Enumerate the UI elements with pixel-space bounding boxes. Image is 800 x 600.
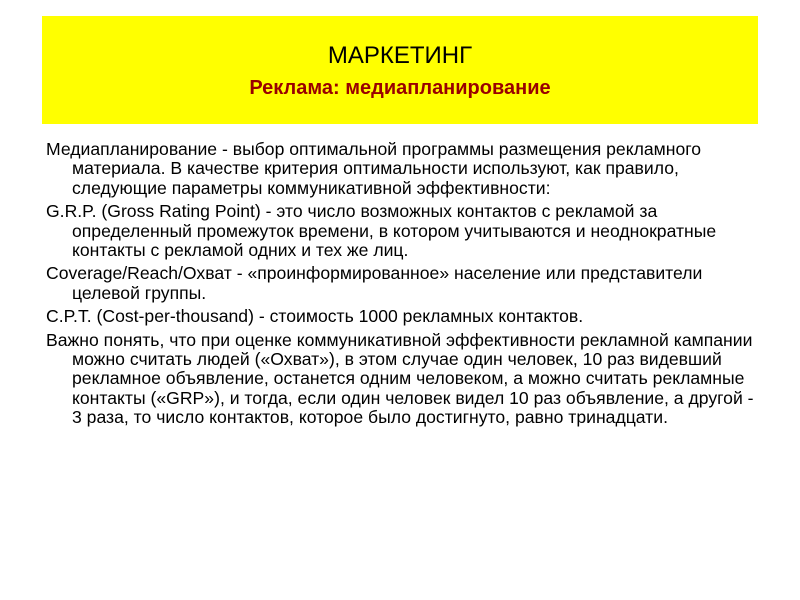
header-banner [42,16,758,124]
paragraph-explanation: Важно понять, что при оценке коммуникативной эффективности рекламной кампании можно считать людей («Охват»), в этом случае один человек, 10 раз видевший рекламное объявление, останется одним человеком, а можно считать рекламные контакты («GRP»), и тогда, если один человек видел 10 раз объявление, а другой - 3 раза, то число контактов, которое было достигнуто, равно тринадцати. [46,329,754,428]
slide-subtitle: Реклама: медиапланирование [249,77,551,99]
slide-body [46,140,758,432]
paragraph-coverage: Coverage/Reach/Охват - «проинформированное» население или представители целевой группы. [46,263,703,303]
paragraph-definition: Медиапланирование - выбор оптимальной программы размещения рекламного материала. В качестве критерия оптимальности используют, как правило, следующие параметры коммуникативной эффективности: [46,139,702,198]
paragraph-grp: G.R.P. (Gross Rating Point) - это число возможных контактов с рекламой за определенный промежуток времени, в котором учитываются и неоднократные контакты с рекламой одних и тех же лиц. [46,201,717,261]
slide-title: МАРКЕТИНГ [327,42,473,69]
paragraph-cpt: C.P.T. (Cost-per-thousand) - стоимость 1000 рекламных контактов. [46,306,584,327]
